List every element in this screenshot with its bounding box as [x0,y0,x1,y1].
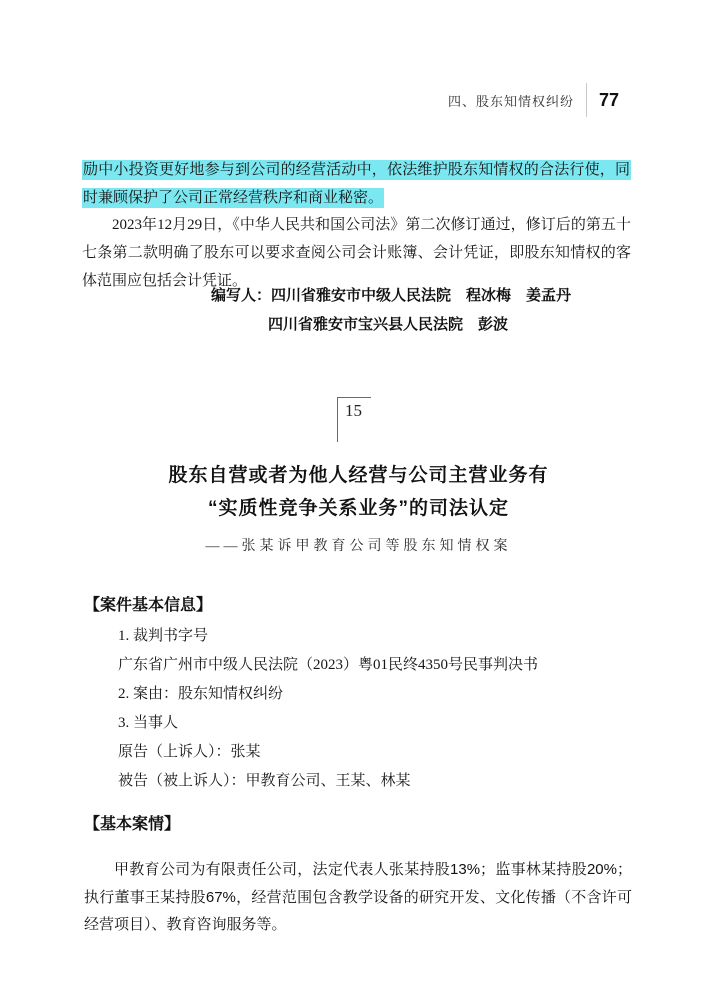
page-number: 77 [598,89,619,110]
list-item: 2. 案由：股东知情权纠纷 [118,686,284,702]
case-title-line-2: “实质性竞争关系业务”的司法认定 [207,498,509,519]
case-subtitle: ——张某诉甲教育公司等股东知情权案 [205,539,512,554]
header-divider [586,83,587,117]
list-item: 广东省广州市中级人民法院（2023）粤01民终4350号民事判决书 [118,657,539,673]
case-facts-paragraph: 甲教育公司为有限责任公司，法定代表人张某持股13%；监事林某持股20%；执行董事王某持股67%，经营范围包含教学设备的研究开发、文化传播（不含许可经营项目）、教育咨询服务等。 [84,861,632,933]
list-item: 被告（被上诉人）：甲教育公司、王某、林某 [118,773,411,789]
case-number: 15 [345,401,362,420]
text-highlight: 励中小投资更好地参与到公司的经营活动中，依法维护股东知情权的合法行使，同时兼顾保护了公司正常经营秩序和商业秘密。 [83,162,630,206]
authors-line-1: 编写人：四川省雅安市中级人民法院 程冰梅 姜孟丹 [211,287,572,304]
law-revision-paragraph: 2023年12月29日，《中华人民共和国公司法》第二次修订通过，修订后的第五十七条第二款明确了股东可以要求查阅公司会计账簿、会计凭证，即股东知情权的客体范围应包括会计凭证。 [82,217,631,289]
list-item: 原告（上诉人）：张某 [118,744,261,760]
list-item: 1. 裁判书字号 [118,628,209,644]
list-item: 3. 当事人 [118,715,179,731]
section-heading-basic-info: 【案件基本信息】 [84,597,213,614]
section-heading-basic-facts: 【基本案情】 [84,816,181,833]
highlighted-paragraph [82,156,631,212]
case-title-line-1: 股东自营或者为他人经营与公司主营业务有 [168,465,549,486]
header-section-label: 四、股东知情权纠纷 [447,93,574,109]
case-number-marker [337,397,371,442]
authors-line-2: 四川省雅安市宝兴县人民法院 彭波 [268,316,509,333]
page-header [0,83,619,117]
